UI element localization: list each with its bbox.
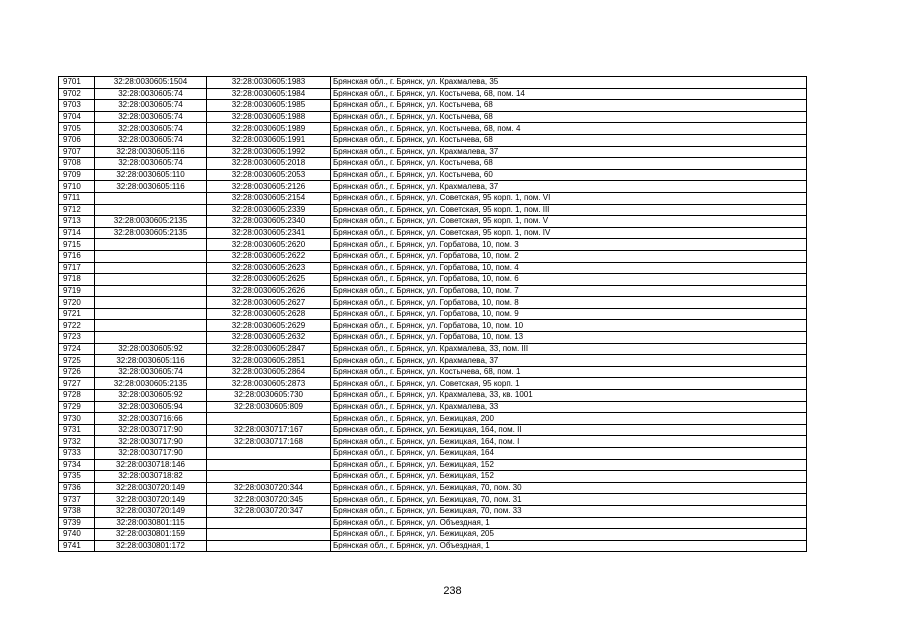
address-cell: Брянская обл., г. Брянск, ул. Горбатова, 10, пом. 7 — [331, 285, 807, 297]
parcel-cadastral-number-cell: 32:28:0030605:116 — [95, 146, 207, 158]
parcel-cadastral-number-cell: 32:28:0030605:116 — [95, 181, 207, 193]
table-row — [59, 505, 807, 517]
address-cell: Брянская обл., г. Брянск, ул. Горбатова, 10, пом. 10 — [331, 320, 807, 332]
parcel-cadastral-number-cell: 32:28:0030720:149 — [95, 505, 207, 517]
address-cell: Брянская обл., г. Брянск, ул. Крахмалева, 37 — [331, 355, 807, 367]
table-row — [59, 424, 807, 436]
premises-cadastral-number-cell: 32:28:0030605:1985 — [207, 100, 331, 112]
row-number-cell: 9738 — [59, 505, 95, 517]
parcel-cadastral-number-cell: 32:28:0030605:92 — [95, 390, 207, 402]
parcel-cadastral-number-cell: 32:28:0030605:116 — [95, 355, 207, 367]
row-number-cell: 9722 — [59, 320, 95, 332]
row-number-cell: 9741 — [59, 540, 95, 552]
parcel-cadastral-number-cell — [95, 239, 207, 251]
table-row — [59, 204, 807, 216]
premises-cadastral-number-cell: 32:28:0030605:2627 — [207, 297, 331, 309]
parcel-cadastral-number-cell: 32:28:0030605:94 — [95, 401, 207, 413]
table-row — [59, 471, 807, 483]
row-number-cell: 9704 — [59, 111, 95, 123]
parcel-cadastral-number-cell: 32:28:0030605:74 — [95, 123, 207, 135]
premises-cadastral-number-cell: 32:28:0030605:809 — [207, 401, 331, 413]
address-cell: Брянская обл., г. Брянск, ул. Горбатова, 10, пом. 9 — [331, 308, 807, 320]
premises-cadastral-number-cell: 32:28:0030717:167 — [207, 424, 331, 436]
row-number-cell: 9702 — [59, 88, 95, 100]
table-row — [59, 285, 807, 297]
parcel-cadastral-number-cell: 32:28:0030605:2135 — [95, 216, 207, 228]
parcel-cadastral-number-cell: 32:28:0030605:92 — [95, 343, 207, 355]
premises-cadastral-number-cell: 32:28:0030605:2851 — [207, 355, 331, 367]
premises-cadastral-number-cell: 32:28:0030605:2622 — [207, 250, 331, 262]
table-row — [59, 378, 807, 390]
table-row — [59, 436, 807, 448]
address-cell: Брянская обл., г. Брянск, ул. Бежицкая, 164, пом. I — [331, 436, 807, 448]
premises-cadastral-number-cell: 32:28:0030605:1988 — [207, 111, 331, 123]
table-row — [59, 308, 807, 320]
table-row — [59, 158, 807, 170]
address-cell: Брянская обл., г. Брянск, ул. Горбатова, 10, пом. 2 — [331, 250, 807, 262]
row-number-cell: 9740 — [59, 529, 95, 541]
parcel-cadastral-number-cell: 32:28:0030605:2135 — [95, 378, 207, 390]
row-number-cell: 9711 — [59, 192, 95, 204]
address-cell: Брянская обл., г. Брянск, ул. Горбатова, 10, пом. 13 — [331, 332, 807, 344]
parcel-cadastral-number-cell: 32:28:0030718:146 — [95, 459, 207, 471]
premises-cadastral-number-cell: 32:28:0030605:2847 — [207, 343, 331, 355]
parcel-cadastral-number-cell: 32:28:0030605:110 — [95, 169, 207, 181]
premises-cadastral-number-cell: 32:28:0030605:2623 — [207, 262, 331, 274]
row-number-cell: 9723 — [59, 332, 95, 344]
table-row — [59, 459, 807, 471]
premises-cadastral-number-cell — [207, 413, 331, 425]
parcel-cadastral-number-cell: 32:28:0030801:172 — [95, 540, 207, 552]
parcel-cadastral-number-cell: 32:28:0030605:74 — [95, 134, 207, 146]
row-number-cell: 9732 — [59, 436, 95, 448]
table-row — [59, 250, 807, 262]
parcel-cadastral-number-cell — [95, 320, 207, 332]
address-cell: Брянская обл., г. Брянск, ул. Советская, 95 корп. 1, пом. IV — [331, 227, 807, 239]
row-number-cell: 9720 — [59, 297, 95, 309]
table-row — [59, 88, 807, 100]
parcel-cadastral-number-cell — [95, 204, 207, 216]
table-row — [59, 262, 807, 274]
premises-cadastral-number-cell: 32:28:0030605:2864 — [207, 366, 331, 378]
premises-cadastral-number-cell: 32:28:0030605:2339 — [207, 204, 331, 216]
parcel-cadastral-number-cell: 32:28:0030605:74 — [95, 88, 207, 100]
table-row — [59, 169, 807, 181]
table-row — [59, 239, 807, 251]
row-number-cell: 9734 — [59, 459, 95, 471]
parcel-cadastral-number-cell — [95, 308, 207, 320]
premises-cadastral-number-cell: 32:28:0030720:347 — [207, 505, 331, 517]
parcel-cadastral-number-cell — [95, 192, 207, 204]
table-row — [59, 134, 807, 146]
parcel-cadastral-number-cell — [95, 250, 207, 262]
premises-cadastral-number-cell: 32:28:0030605:1992 — [207, 146, 331, 158]
row-number-cell: 9726 — [59, 366, 95, 378]
address-cell: Брянская обл., г. Брянск, ул. Горбатова, 10, пом. 8 — [331, 297, 807, 309]
table-row — [59, 448, 807, 460]
premises-cadastral-number-cell — [207, 529, 331, 541]
address-cell: Брянская обл., г. Брянск, ул. Бежицкая, 205 — [331, 529, 807, 541]
address-cell: Брянская обл., г. Брянск, ул. Крахмалева, 37 — [331, 146, 807, 158]
parcel-cadastral-number-cell: 32:28:0030720:149 — [95, 482, 207, 494]
parcel-cadastral-number-cell — [95, 274, 207, 286]
row-number-cell: 9727 — [59, 378, 95, 390]
premises-cadastral-number-cell: 32:28:0030605:2873 — [207, 378, 331, 390]
address-cell: Брянская обл., г. Брянск, ул. Горбатова, 10, пом. 3 — [331, 239, 807, 251]
row-number-cell: 9724 — [59, 343, 95, 355]
premises-cadastral-number-cell: 32:28:0030605:2628 — [207, 308, 331, 320]
parcel-cadastral-number-cell — [95, 285, 207, 297]
premises-cadastral-number-cell: 32:28:0030605:2620 — [207, 239, 331, 251]
row-number-cell: 9719 — [59, 285, 95, 297]
premises-cadastral-number-cell: 32:28:0030605:730 — [207, 390, 331, 402]
table-row — [59, 297, 807, 309]
row-number-cell: 9713 — [59, 216, 95, 228]
address-cell: Брянская обл., г. Брянск, ул. Костычева, 68 — [331, 111, 807, 123]
premises-cadastral-number-cell: 32:28:0030717:168 — [207, 436, 331, 448]
parcel-cadastral-number-cell: 32:28:0030717:90 — [95, 448, 207, 460]
address-cell: Брянская обл., г. Брянск, ул. Советская, 95 корп. 1, пом. V — [331, 216, 807, 228]
table-row — [59, 366, 807, 378]
table-row — [59, 401, 807, 413]
table-row — [59, 413, 807, 425]
row-number-cell: 9716 — [59, 250, 95, 262]
parcel-cadastral-number-cell: 32:28:0030605:74 — [95, 158, 207, 170]
row-number-cell: 9708 — [59, 158, 95, 170]
address-cell: Брянская обл., г. Брянск, ул. Костычева, 68 — [331, 100, 807, 112]
parcel-cadastral-number-cell: 32:28:0030717:90 — [95, 436, 207, 448]
row-number-cell: 9709 — [59, 169, 95, 181]
address-cell: Брянская обл., г. Брянск, ул. Советская, 95 корп. 1, пом. VI — [331, 192, 807, 204]
table-row — [59, 216, 807, 228]
address-cell: Брянская обл., г. Брянск, ул. Костычева, 68, пом. 4 — [331, 123, 807, 135]
table-row — [59, 77, 807, 89]
premises-cadastral-number-cell — [207, 540, 331, 552]
row-number-cell: 9718 — [59, 274, 95, 286]
row-number-cell: 9717 — [59, 262, 95, 274]
premises-cadastral-number-cell: 32:28:0030605:1983 — [207, 77, 331, 89]
row-number-cell: 9728 — [59, 390, 95, 402]
address-cell: Брянская обл., г. Брянск, ул. Бежицкая, 70, пом. 31 — [331, 494, 807, 506]
premises-cadastral-number-cell — [207, 517, 331, 529]
parcel-cadastral-number-cell: 32:28:0030605:74 — [95, 366, 207, 378]
row-number-cell: 9701 — [59, 77, 95, 89]
address-cell: Брянская обл., г. Брянск, ул. Крахмалева, 33 — [331, 401, 807, 413]
premises-cadastral-number-cell: 32:28:0030720:345 — [207, 494, 331, 506]
premises-cadastral-number-cell: 32:28:0030605:2632 — [207, 332, 331, 344]
table-row — [59, 332, 807, 344]
table-row — [59, 494, 807, 506]
row-number-cell: 9712 — [59, 204, 95, 216]
address-cell: Брянская обл., г. Брянск, ул. Костычева, 68 — [331, 134, 807, 146]
parcel-cadastral-number-cell: 32:28:0030716:66 — [95, 413, 207, 425]
table-row — [59, 482, 807, 494]
address-cell: Брянская обл., г. Брянск, ул. Костычева, 68 — [331, 158, 807, 170]
address-cell: Брянская обл., г. Брянск, ул. Крахмалева, 37 — [331, 181, 807, 193]
address-cell: Брянская обл., г. Брянск, ул. Бежицкая, 152 — [331, 459, 807, 471]
parcel-cadastral-number-cell — [95, 262, 207, 274]
row-number-cell: 9731 — [59, 424, 95, 436]
row-number-cell: 9733 — [59, 448, 95, 460]
parcel-cadastral-number-cell — [95, 332, 207, 344]
row-number-cell: 9705 — [59, 123, 95, 135]
address-cell: Брянская обл., г. Брянск, ул. Советская, 95 корп. 1, пом. III — [331, 204, 807, 216]
row-number-cell: 9739 — [59, 517, 95, 529]
premises-cadastral-number-cell: 32:28:0030605:2341 — [207, 227, 331, 239]
address-cell: Брянская обл., г. Брянск, ул. Горбатова, 10, пом. 6 — [331, 274, 807, 286]
row-number-cell: 9735 — [59, 471, 95, 483]
address-cell: Брянская обл., г. Брянск, ул. Горбатова, 10, пом. 4 — [331, 262, 807, 274]
row-number-cell: 9737 — [59, 494, 95, 506]
table-row — [59, 355, 807, 367]
row-number-cell: 9706 — [59, 134, 95, 146]
table-row — [59, 274, 807, 286]
premises-cadastral-number-cell: 32:28:0030605:1989 — [207, 123, 331, 135]
parcel-cadastral-number-cell: 32:28:0030801:159 — [95, 529, 207, 541]
address-cell: Брянская обл., г. Брянск, ул. Крахмалева, 33, пом. III — [331, 343, 807, 355]
row-number-cell: 9736 — [59, 482, 95, 494]
register-table-body — [59, 77, 807, 552]
premises-cadastral-number-cell: 32:28:0030720:344 — [207, 482, 331, 494]
premises-cadastral-number-cell: 32:28:0030605:2340 — [207, 216, 331, 228]
table-row — [59, 227, 807, 239]
table-row — [59, 146, 807, 158]
premises-cadastral-number-cell: 32:28:0030605:2626 — [207, 285, 331, 297]
row-number-cell: 9703 — [59, 100, 95, 112]
table-row — [59, 181, 807, 193]
row-number-cell: 9721 — [59, 308, 95, 320]
address-cell: Брянская обл., г. Брянск, ул. Крахмалева, 33, кв. 1001 — [331, 390, 807, 402]
row-number-cell: 9707 — [59, 146, 95, 158]
address-cell: Брянская обл., г. Брянск, ул. Советская, 95 корп. 1 — [331, 378, 807, 390]
table-row — [59, 192, 807, 204]
address-cell: Брянская обл., г. Брянск, ул. Бежицкая, 200 — [331, 413, 807, 425]
premises-cadastral-number-cell: 32:28:0030605:2154 — [207, 192, 331, 204]
table-row — [59, 320, 807, 332]
address-cell: Брянская обл., г. Брянск, ул. Объездная, 1 — [331, 540, 807, 552]
row-number-cell: 9729 — [59, 401, 95, 413]
row-number-cell: 9714 — [59, 227, 95, 239]
address-cell: Брянская обл., г. Брянск, ул. Бежицкая, 70, пом. 33 — [331, 505, 807, 517]
address-cell: Брянская обл., г. Брянск, ул. Бежицкая, 152 — [331, 471, 807, 483]
address-cell: Брянская обл., г. Брянск, ул. Костычева, 68, пом. 14 — [331, 88, 807, 100]
address-cell: Брянская обл., г. Брянск, ул. Костычева, 60 — [331, 169, 807, 181]
page-number: 238 — [443, 585, 462, 597]
premises-cadastral-number-cell: 32:28:0030605:1984 — [207, 88, 331, 100]
address-cell: Брянская обл., г. Брянск, ул. Бежицкая, 164, пом. II — [331, 424, 807, 436]
premises-cadastral-number-cell: 32:28:0030605:2018 — [207, 158, 331, 170]
table-row — [59, 343, 807, 355]
address-cell: Брянская обл., г. Брянск, ул. Бежицкая, 70, пом. 30 — [331, 482, 807, 494]
parcel-cadastral-number-cell: 32:28:0030605:2135 — [95, 227, 207, 239]
table-row — [59, 123, 807, 135]
table-row — [59, 111, 807, 123]
parcel-cadastral-number-cell: 32:28:0030720:149 — [95, 494, 207, 506]
parcel-cadastral-number-cell: 32:28:0030717:90 — [95, 424, 207, 436]
row-number-cell: 9725 — [59, 355, 95, 367]
parcel-cadastral-number-cell — [95, 297, 207, 309]
row-number-cell: 9710 — [59, 181, 95, 193]
table-row — [59, 100, 807, 112]
parcel-cadastral-number-cell: 32:28:0030605:1504 — [95, 77, 207, 89]
premises-cadastral-number-cell: 32:28:0030605:2629 — [207, 320, 331, 332]
address-cell: Брянская обл., г. Брянск, ул. Крахмалева, 35 — [331, 77, 807, 89]
premises-cadastral-number-cell: 32:28:0030605:2625 — [207, 274, 331, 286]
address-cell: Брянская обл., г. Брянск, ул. Бежицкая, 164 — [331, 448, 807, 460]
address-cell: Брянская обл., г. Брянск, ул. Объездная, 1 — [331, 517, 807, 529]
table-row — [59, 517, 807, 529]
row-number-cell: 9730 — [59, 413, 95, 425]
property-register-table — [58, 76, 807, 552]
table-row — [59, 529, 807, 541]
premises-cadastral-number-cell — [207, 448, 331, 460]
parcel-cadastral-number-cell: 32:28:0030801:115 — [95, 517, 207, 529]
premises-cadastral-number-cell: 32:28:0030605:2053 — [207, 169, 331, 181]
premises-cadastral-number-cell — [207, 459, 331, 471]
address-cell: Брянская обл., г. Брянск, ул. Костычева, 68, пом. 1 — [331, 366, 807, 378]
table-row — [59, 540, 807, 552]
parcel-cadastral-number-cell: 32:28:0030605:74 — [95, 111, 207, 123]
parcel-cadastral-number-cell: 32:28:0030718:82 — [95, 471, 207, 483]
row-number-cell: 9715 — [59, 239, 95, 251]
parcel-cadastral-number-cell: 32:28:0030605:74 — [95, 100, 207, 112]
table-row — [59, 390, 807, 402]
premises-cadastral-number-cell: 32:28:0030605:1991 — [207, 134, 331, 146]
premises-cadastral-number-cell — [207, 471, 331, 483]
premises-cadastral-number-cell: 32:28:0030605:2126 — [207, 181, 331, 193]
